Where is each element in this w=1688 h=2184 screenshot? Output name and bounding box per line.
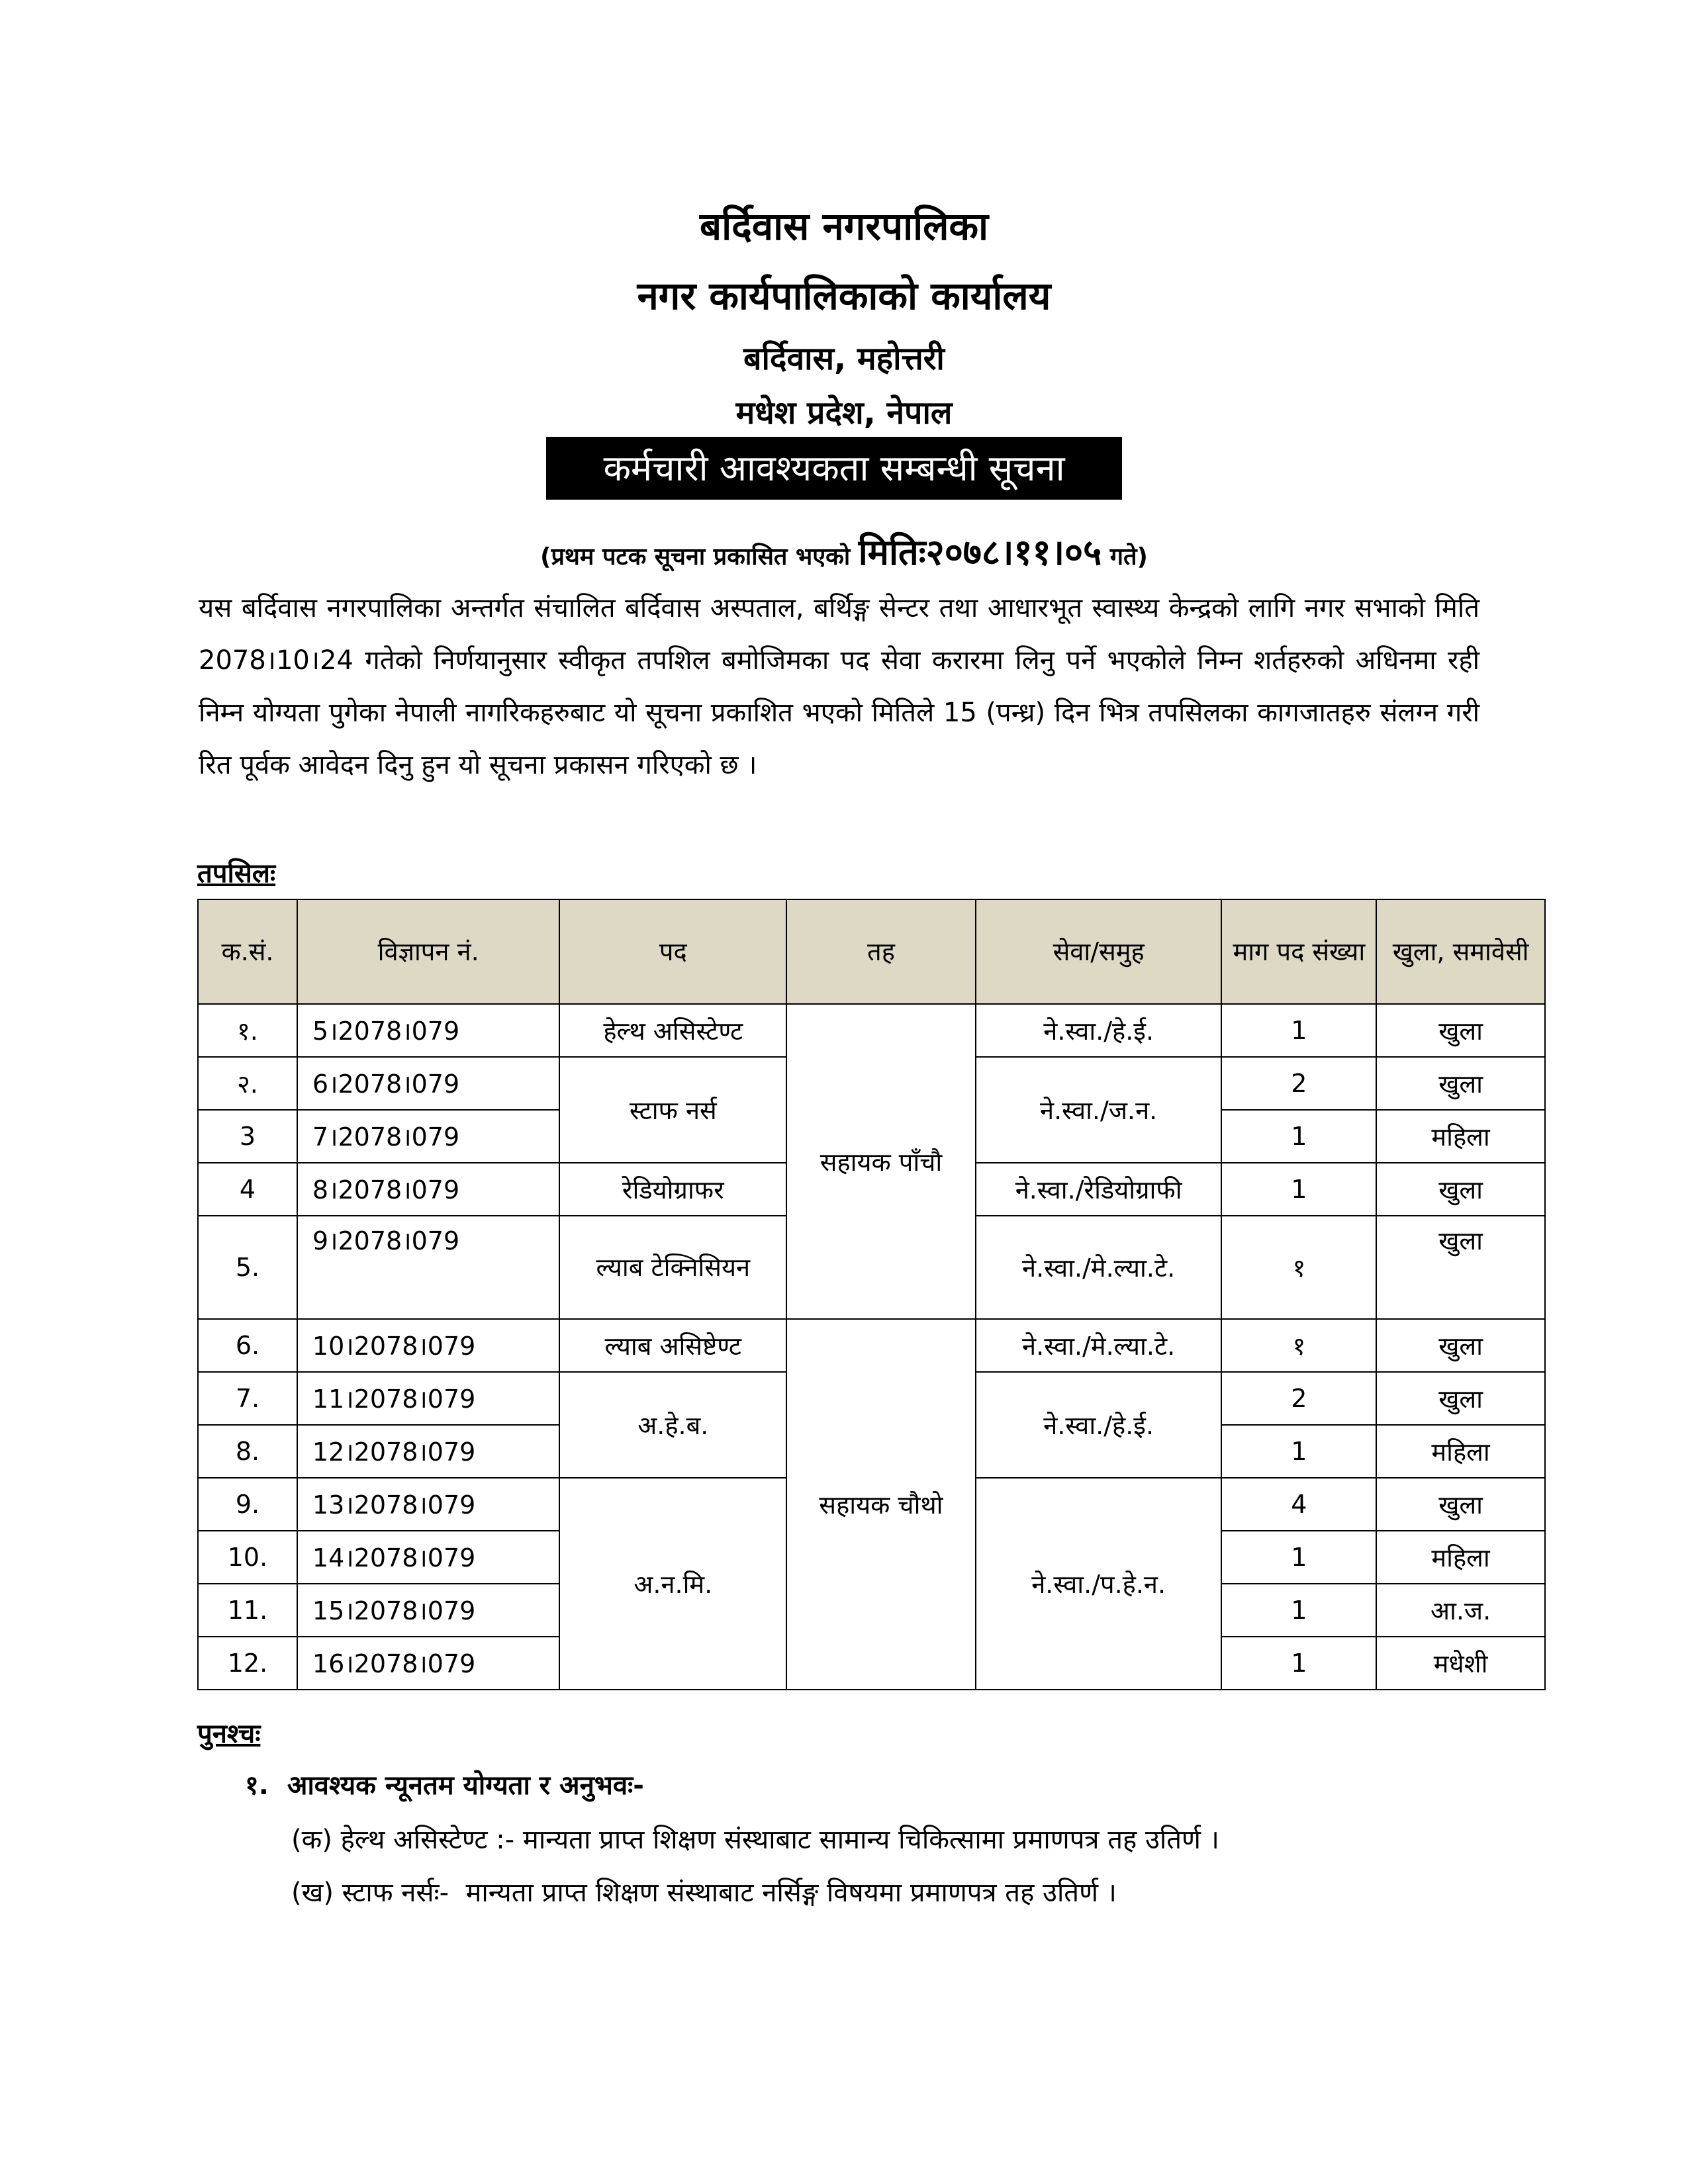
publication-prefix: (प्रथम पटक सूचना प्रकासित भएको (539, 543, 859, 570)
cell-level: सहायक चौथो (786, 1319, 976, 1690)
cell-sn: 7. (198, 1372, 297, 1425)
cell-sn: 6. (198, 1319, 297, 1372)
cell-adv-no: 11।2078।079 (297, 1372, 560, 1425)
cell-post: अ.न.मि. (559, 1478, 786, 1690)
cell-adv-no: 5।2078।079 (297, 1004, 560, 1057)
cell-service: ने.स्वा./मे.ल्या.टे. (976, 1319, 1222, 1372)
cell-post: रेडियोग्राफर (559, 1163, 786, 1216)
cell-type: खुला (1376, 1216, 1545, 1319)
cell-count: 1 (1221, 1584, 1376, 1637)
cell-sn: 5. (198, 1216, 297, 1319)
cell-type: खुला (1376, 1004, 1545, 1057)
publication-date-line (0, 526, 1688, 575)
cell-count: 1 (1221, 1110, 1376, 1163)
cell-type: आ.ज. (1376, 1584, 1545, 1637)
table-row (198, 1004, 1545, 1057)
cell-adv-no: 9।2078।079 (297, 1216, 560, 1319)
cell-count: 1 (1221, 1637, 1376, 1690)
cell-count: 1 (1221, 1163, 1376, 1216)
cell-count: 1 (1221, 1531, 1376, 1584)
office-location: बर्दिवास, महोत्तरी (743, 340, 945, 377)
cell-type: खुला (1376, 1163, 1545, 1216)
cell-type: खुला (1376, 1372, 1545, 1425)
publication-date: मितिः२०७८।११।०५ (858, 531, 1102, 573)
cell-count: १ (1221, 1319, 1376, 1372)
cell-adv-no: 12।2078।079 (297, 1425, 560, 1478)
cell-count: 2 (1221, 1372, 1376, 1425)
postscript-label: पुनश्चः (197, 1719, 261, 1749)
cell-post: अ.हे.ब. (559, 1372, 786, 1478)
cell-type: महिला (1376, 1110, 1545, 1163)
cell-type: मधेशी (1376, 1637, 1545, 1690)
header-level: तह (786, 899, 976, 1004)
cell-post: ल्याब टेक्निसियन (559, 1216, 786, 1319)
cell-count: 1 (1221, 1425, 1376, 1478)
notice-paragraph: यस बर्दिवास नगरपालिका अन्तर्गत संचालित बर्दिवास अस्पताल, बर्थिङ्ग सेन्टर तथा आधारभूत स्वास्थ्य केन्द्रको लागि नगर सभाको मिति 2078।10।24 गतेको निर्णयानुसार स्वीकृत तपशिल बमोजिमका पद सेवा करारमा लिनु पर्ने भएकोले निम्न शर्तहरुको अधिनमा रही निम्न योग्यता पुगेका नेपाली नागरिकहरुबाट यो सूचना प्रकाशित भएको मितिले 15 (पन्ध्र) दिन भित्र तपसिलका कागजातहरु संलग्न गरी रित पूर्वक आवेदन दिनु हुन यो सूचना प्रकासन गरिएको छ । (199, 593, 1479, 780)
header-post: पद (559, 899, 786, 1004)
cell-post: ल्याब असिष्टेण्ट (559, 1319, 786, 1372)
header-open-inclusive: खुला, समावेसी (1376, 899, 1545, 1004)
cell-count: 2 (1221, 1057, 1376, 1110)
cell-sn: १. (198, 1004, 297, 1057)
cell-sn: 10. (198, 1531, 297, 1584)
cell-sn: 11. (198, 1584, 297, 1637)
cell-type: खुला (1376, 1478, 1545, 1531)
municipality-name: बर्दिवास नगरपालिका (699, 204, 989, 249)
cell-adv-no: 14।2078।079 (297, 1531, 560, 1584)
office-name: नगर कार्यपालिकाको कार्यालय (637, 273, 1051, 318)
header-service: सेवा/समुह (976, 899, 1222, 1004)
publication-suffix: गते) (1102, 543, 1148, 570)
cell-service: ने.स्वा./रेडियोग्राफी (976, 1163, 1222, 1216)
cell-service: ने.स्वा./प.हे.न. (976, 1478, 1222, 1690)
requirements-heading: १. आवश्यक न्यूनतम योग्यता र अनुभवः- (245, 1770, 644, 1801)
cell-count: १ (1221, 1216, 1376, 1319)
header-demand-count: माग पद संख्या (1221, 899, 1376, 1004)
details-label: तपसिलः (197, 858, 276, 889)
cell-type: खुला (1376, 1057, 1545, 1110)
cell-service: ने.स्वा./ज.न. (976, 1057, 1222, 1163)
province-country: मधेश प्रदेश, नेपाल (735, 394, 953, 432)
cell-adv-no: 13।2078।079 (297, 1478, 560, 1531)
cell-adv-no: 7।2078।079 (297, 1110, 560, 1163)
requirement-item: (ख) स्टाफ नर्सः- मान्यता प्राप्त शिक्षण संस्थाबाट नर्सिङ्ग विषयमा प्रमाणपत्र तह उतिर्ण । (291, 1878, 1117, 1908)
vacancy-table (197, 899, 1546, 1690)
header-sn: क.सं. (198, 899, 297, 1004)
cell-adv-no: 8।2078।079 (297, 1163, 560, 1216)
cell-type: खुला (1376, 1319, 1545, 1372)
cell-service: ने.स्वा./हे.ई. (976, 1372, 1222, 1478)
table-header-row (198, 899, 1545, 1004)
cell-level: सहायक पाँचौ (786, 1004, 976, 1319)
cell-type: महिला (1376, 1531, 1545, 1584)
cell-adv-no: 10।2078।079 (297, 1319, 560, 1372)
cell-sn: 3 (198, 1110, 297, 1163)
table-row (198, 1319, 1545, 1372)
cell-sn: २. (198, 1057, 297, 1110)
cell-count: 4 (1221, 1478, 1376, 1531)
cell-sn: 12. (198, 1637, 297, 1690)
cell-adv-no: 6।2078।079 (297, 1057, 560, 1110)
cell-adv-no: 15।2078।079 (297, 1584, 560, 1637)
notice-title: कर्मचारी आवश्यकता सम्बन्धी सूचना (546, 437, 1122, 500)
cell-post: हेल्थ असिस्टेण्ट (559, 1004, 786, 1057)
cell-adv-no: 16।2078।079 (297, 1637, 560, 1690)
cell-service: ने.स्वा./मे.ल्या.टे. (976, 1216, 1222, 1319)
requirement-item: (क) हेल्थ असिस्टेण्ट :- मान्यता प्राप्त शिक्षण संस्थाबाट सामान्य चिकित्सामा प्रमाणपत्र तह उतिर्ण । (291, 1825, 1219, 1855)
cell-count: 1 (1221, 1004, 1376, 1057)
cell-sn: 9. (198, 1478, 297, 1531)
cell-type: महिला (1376, 1425, 1545, 1478)
cell-post: स्टाफ नर्स (559, 1057, 786, 1163)
cell-sn: 4 (198, 1163, 297, 1216)
cell-service: ने.स्वा./हे.ई. (976, 1004, 1222, 1057)
header-adv-no: विज्ञापन नं. (297, 899, 560, 1004)
cell-sn: 8. (198, 1425, 297, 1478)
